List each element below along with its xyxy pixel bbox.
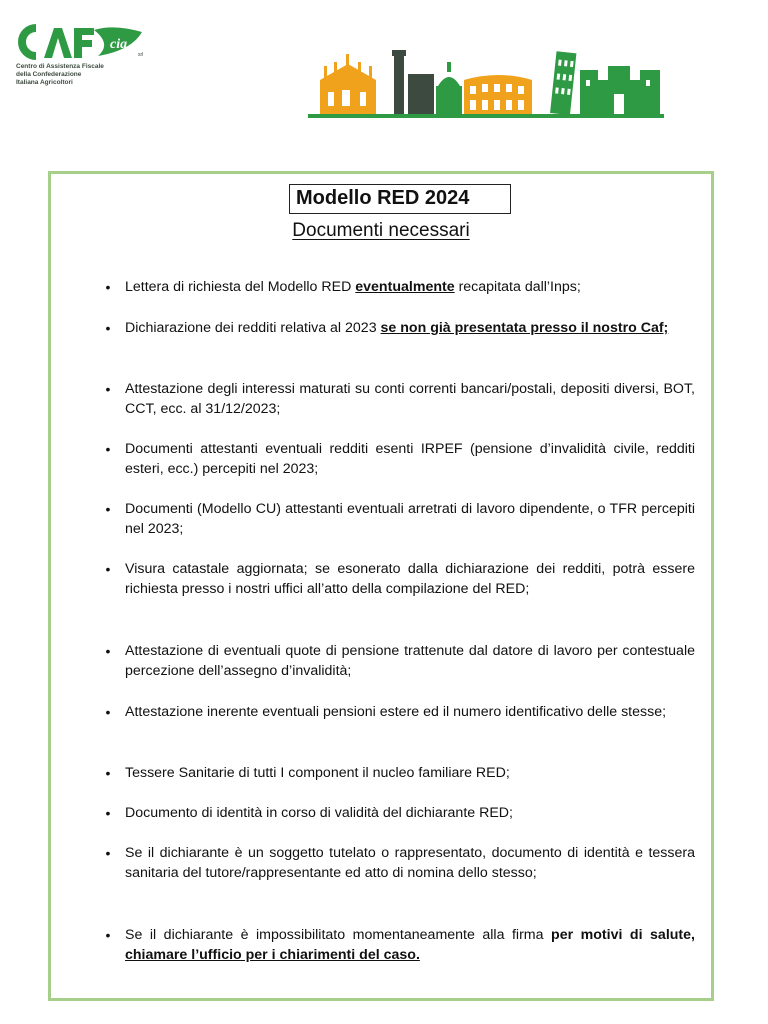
title-box (289, 184, 511, 214)
document-subtitle-row (51, 220, 711, 242)
item-text-segment: Dichiarazione dei redditi relativa al 2023 (125, 320, 381, 336)
italian-skyline-illustration (308, 40, 664, 120)
item-text-segment: Documenti attestanti eventuali redditi esenti IRPEF (pensione d’invalidità civile, redditi esteri, ecc.) percepiti nel 2023; (125, 441, 695, 478)
caf-cia-logo-mark (14, 22, 149, 62)
item-text-segment: se non già presentata presso il nostro Caf; (380, 320, 669, 336)
list-item (105, 803, 695, 823)
bullet-icon: • (105, 501, 111, 517)
item-text-segment: Attestazione degli interessi maturati su conti correnti bancari/postali, depositi diversi, BOT, CCT, ecc. al 31/12/2023; (125, 381, 695, 418)
logo-line: Italiana Agricoltori (16, 79, 73, 86)
list-item (105, 499, 695, 540)
list-item (105, 559, 695, 600)
list-item (105, 439, 695, 480)
logo-suffix: srl (138, 52, 144, 58)
logo-line: della Confederazione (16, 71, 82, 78)
item-text-segment: Visura catastale aggiornata; se esonerato dalla dichiarazione dei redditi, potrà essere richiesta presso i nostri uffici all’atto della compilazione del RED; (125, 561, 695, 598)
item-text-segment: eventualmente (355, 279, 455, 295)
list-item (105, 318, 695, 338)
bullet-icon: • (105, 845, 111, 861)
document-title: Modello RED 2024 (296, 187, 470, 209)
bullet-icon: • (105, 927, 111, 943)
document-frame (48, 171, 714, 1001)
bullet-icon: • (105, 320, 111, 336)
list-item (105, 925, 695, 966)
item-text-segment: per motivi di salute (551, 927, 692, 943)
bullet-icon: • (105, 381, 111, 397)
list-item (105, 702, 695, 722)
item-text-segment: Lettera di richiesta del Modello RED (125, 279, 356, 295)
item-text-segment: Attestazione inerente eventuali pensioni estere ed il numero identificativo delle stesse; (125, 704, 667, 720)
bullet-icon: • (105, 805, 111, 821)
list-item (105, 763, 695, 783)
page-header (0, 0, 768, 125)
item-text-segment: Attestazione di eventuali quote di pensione trattenute dal datore di lavoro per contestuale percezione dell’assegno d’invalidità; (125, 643, 695, 680)
logo-line: Centro di Assistenza Fiscale (16, 63, 104, 70)
item-text-segment: Se il dichiarante è un soggetto tutelato o rappresentato, documento di identità e tessera sanitaria del tutore/rappresentante ed atto di nomina dello stesso; (125, 845, 695, 882)
document-subtitle: Documenti necessari (292, 220, 470, 241)
logo-subtitle (16, 63, 166, 87)
bullet-icon: • (105, 643, 111, 659)
list-item (105, 641, 695, 682)
item-text-segment: , chiamare l’ufficio per i chiarimenti del caso. (125, 927, 695, 964)
item-text-segment: recapitata dall’Inps; (454, 279, 581, 295)
item-text-segment: Documenti (Modello CU) attestanti eventuali arretrati di lavoro dipendente, o TFR percepiti nel 2023; (125, 501, 695, 538)
bullet-icon: • (105, 279, 111, 295)
list-item (105, 277, 695, 297)
bullet-icon: • (105, 441, 111, 457)
list-item (105, 843, 695, 884)
bullet-icon: • (105, 704, 111, 720)
caf-cia-logo (14, 22, 154, 92)
item-text-segment: Tessere Sanitarie di tutti I component il nucleo familiare RED; (125, 765, 510, 781)
bullet-icon: • (105, 765, 111, 781)
item-text-segment: Se il dichiarante è impossibilitato momentaneamente alla firma (125, 927, 552, 943)
item-text-segment: Documento di identità in corso di validità del dichiarante RED; (125, 805, 513, 821)
bullet-icon: • (105, 561, 111, 577)
svg-text:cia: cia (110, 37, 128, 52)
list-item (105, 379, 695, 420)
